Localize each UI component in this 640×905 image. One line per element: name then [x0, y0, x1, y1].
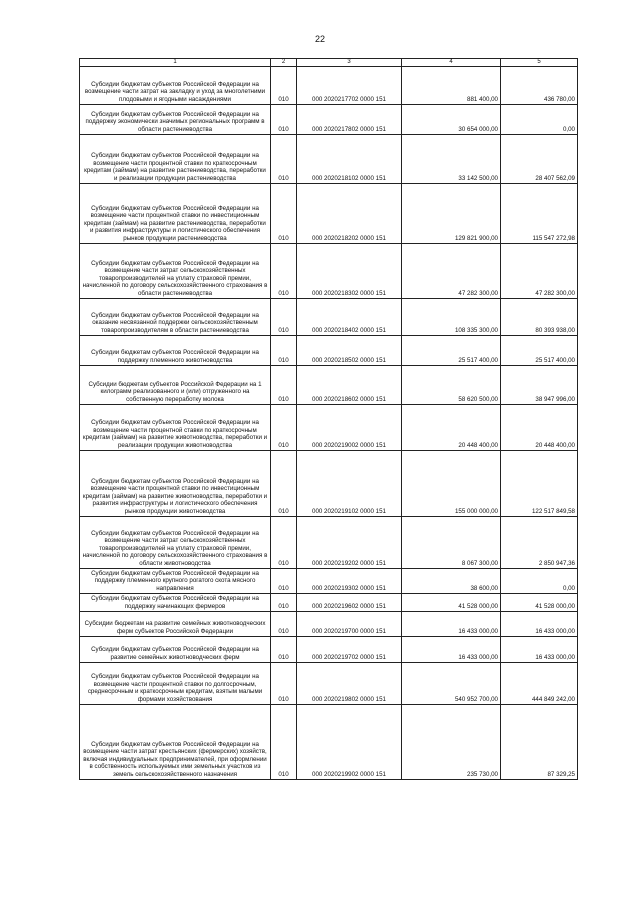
- row-budget-code: 000 2020217702 0000 151: [297, 67, 402, 105]
- row-description: Субсидии бюджетам субъектов Российской Федерации на поддержку племенного крупного рогатого скота мясного направления: [80, 569, 271, 594]
- row-planned-amount: 41 528 000,00: [402, 594, 501, 612]
- row-admin-code: 010: [271, 366, 297, 405]
- row-admin-code: 010: [271, 299, 297, 336]
- row-actual-amount: 115 547 272,98: [501, 184, 578, 244]
- row-admin-code: 010: [271, 67, 297, 105]
- row-description: Субсидии бюджетам субъектов Российской Федерации на возмещение части процентной ставки по инвестиционным кредитам (займам) на развитие животноводства, переработки и развития инфраструктуры и логистического обеспечения рынков продукции животноводства: [80, 451, 271, 517]
- row-planned-amount: 235 730,00: [402, 705, 501, 780]
- table-row: [80, 244, 578, 299]
- row-actual-amount: 444 849 242,00: [501, 663, 578, 705]
- row-actual-amount: 122 517 849,58: [501, 451, 578, 517]
- row-budget-code: 000 2020218602 0000 151: [297, 366, 402, 405]
- row-planned-amount: 8 067 300,00: [402, 517, 501, 569]
- row-planned-amount: 155 000 000,00: [402, 451, 501, 517]
- row-actual-amount: 28 407 562,09: [501, 135, 578, 184]
- row-description: Субсидии бюджетам субъектов Российской Федерации на поддержку начинающих фермеров: [80, 594, 271, 612]
- table-header-row: [80, 59, 578, 67]
- table-row: [80, 405, 578, 451]
- column-header-4: 4: [402, 59, 501, 67]
- row-actual-amount: 47 282 300,00: [501, 244, 578, 299]
- row-actual-amount: 436 780,00: [501, 67, 578, 105]
- row-actual-amount: 87 329,25: [501, 705, 578, 780]
- row-description: Субсидии бюджетам субъектов Российской Федерации на 1 килограмм реализованного и (или) отгруженного на собственную переработку молока: [80, 366, 271, 405]
- row-planned-amount: 540 952 700,00: [402, 663, 501, 705]
- table-row: [80, 299, 578, 336]
- row-budget-code: 000 2020219702 0000 151: [297, 637, 402, 663]
- row-description: Субсидии бюджетам субъектов Российской Федерации на возмещение части процентной ставки по инвестиционным кредитам (займам) на развитие растениеводства, переработки и развития инфраструктуры и логистического обеспечения рынков продукции растениеводства: [80, 184, 271, 244]
- row-planned-amount: 108 335 300,00: [402, 299, 501, 336]
- row-budget-code: 000 2020218102 0000 151: [297, 135, 402, 184]
- row-actual-amount: 25 517 400,00: [501, 336, 578, 366]
- row-planned-amount: 20 448 400,00: [402, 405, 501, 451]
- row-actual-amount: 0,00: [501, 105, 578, 135]
- row-budget-code: 000 2020219002 0000 151: [297, 405, 402, 451]
- row-description: Субсидии бюджетам субъектов Российской Федерации на возмещение части процентной ставки по краткосрочным кредитам (займам) на развитие растениеводства, переработки и реализации продукции растениеводства: [80, 135, 271, 184]
- row-description: Субсидии бюджетам на развитие семейных животноводческих ферм субъектов Российской Федерации: [80, 612, 271, 637]
- row-description: Субсидии бюджетам субъектов Российской Федерации на поддержку экономически значимых региональных программ в области растениеводства: [80, 105, 271, 135]
- row-description: Субсидии бюджетам субъектов Российской Федерации на возмещение части затрат сельскохозяйственных товаропроизводителей на уплату страховой премии, начисленной по договору сельскохозяйственного страхования в области животноводства: [80, 517, 271, 569]
- row-admin-code: 010: [271, 594, 297, 612]
- row-admin-code: 010: [271, 637, 297, 663]
- row-admin-code: 010: [271, 105, 297, 135]
- page-number: 22: [314, 34, 325, 44]
- row-budget-code: 000 2020218402 0000 151: [297, 299, 402, 336]
- row-planned-amount: 129 821 900,00: [402, 184, 501, 244]
- row-planned-amount: 16 433 000,00: [402, 637, 501, 663]
- row-admin-code: 010: [271, 336, 297, 366]
- row-budget-code: 000 2020217802 0000 151: [297, 105, 402, 135]
- row-description: Субсидии бюджетам субъектов Российской Федерации на возмещение части затрат сельскохозяйственных товаропроизводителей на уплату страховой премии, начисленной по договору сельскохозяйственного страхования в области растениеводства: [80, 244, 271, 299]
- row-description: Субсидии бюджетам субъектов Российской Федерации на возмещение части затрат на закладку и уход за многолетними плодовыми и ягодными насаждениями: [80, 67, 271, 105]
- row-budget-code: 000 2020219602 0000 151: [297, 594, 402, 612]
- row-admin-code: 010: [271, 612, 297, 637]
- budget-table: [79, 58, 578, 780]
- column-header-3: 3: [297, 59, 402, 67]
- row-budget-code: 000 2020219202 0000 151: [297, 517, 402, 569]
- row-actual-amount: 41 528 000,00: [501, 594, 578, 612]
- row-budget-code: 000 2020218202 0000 151: [297, 184, 402, 244]
- row-admin-code: 010: [271, 663, 297, 705]
- column-header-2: 2: [271, 59, 297, 67]
- row-actual-amount: 2 850 947,36: [501, 517, 578, 569]
- row-description: Субсидии бюджетам субъектов Российской Федерации на поддержку племенного животноводства: [80, 336, 271, 366]
- row-admin-code: 010: [271, 135, 297, 184]
- table-row: [80, 637, 578, 663]
- row-planned-amount: 58 620 500,00: [402, 366, 501, 405]
- row-admin-code: 010: [271, 451, 297, 517]
- row-planned-amount: 881 400,00: [402, 67, 501, 105]
- row-admin-code: 010: [271, 517, 297, 569]
- table-row: [80, 569, 578, 594]
- table-row: [80, 135, 578, 184]
- table-row: [80, 366, 578, 405]
- row-description: Субсидии бюджетам субъектов Российской Федерации на возмещение части процентной ставки по долгосрочным, среднесрочным и краткосрочным кредитам, взятым малыми формами хозяйствования: [80, 663, 271, 705]
- row-budget-code: 000 2020219902 0000 151: [297, 705, 402, 780]
- row-actual-amount: 20 448 400,00: [501, 405, 578, 451]
- row-actual-amount: 38 947 996,00: [501, 366, 578, 405]
- table-row: [80, 663, 578, 705]
- table-row: [80, 451, 578, 517]
- table-row: [80, 184, 578, 244]
- table-row: [80, 612, 578, 637]
- row-admin-code: 010: [271, 405, 297, 451]
- row-budget-code: 000 2020219302 0000 151: [297, 569, 402, 594]
- row-description: Субсидии бюджетам субъектов Российской Федерации на возмещение части затрат крестьянских (фермерских) хозяйств, включая индивидуальных предпринимателей, при оформлении в собственность используемых ими земельных участков из земель сельскохозяйственного назначения: [80, 705, 271, 780]
- row-admin-code: 010: [271, 184, 297, 244]
- row-budget-code: 000 2020219802 0000 151: [297, 663, 402, 705]
- table-row: [80, 105, 578, 135]
- row-actual-amount: 16 433 000,00: [501, 612, 578, 637]
- table-row: [80, 705, 578, 780]
- row-description: Субсидии бюджетам субъектов Российской Федерации на развитие семейных животноводческих ферм: [80, 637, 271, 663]
- row-actual-amount: 0,00: [501, 569, 578, 594]
- row-budget-code: 000 2020218502 0000 151: [297, 336, 402, 366]
- row-budget-code: 000 2020218302 0000 151: [297, 244, 402, 299]
- row-description: Субсидии бюджетам субъектов Российской Федерации на оказание несвязанной поддержки сельскохозяйственным товаропроизводителям в области растениеводства: [80, 299, 271, 336]
- row-planned-amount: 16 433 000,00: [402, 612, 501, 637]
- row-planned-amount: 25 517 400,00: [402, 336, 501, 366]
- row-admin-code: 010: [271, 569, 297, 594]
- row-actual-amount: 16 433 000,00: [501, 637, 578, 663]
- row-description: Субсидии бюджетам субъектов Российской Федерации на возмещение части процентной ставки по краткосрочным кредитам (займам) на развитие животноводства, переработки и реализации продукции животноводства: [80, 405, 271, 451]
- row-admin-code: 010: [271, 244, 297, 299]
- table-row: [80, 517, 578, 569]
- table-row: [80, 594, 578, 612]
- table-row: [80, 336, 578, 366]
- row-budget-code: 000 2020219700 0000 151: [297, 612, 402, 637]
- table-row: [80, 67, 578, 105]
- row-actual-amount: 80 393 938,00: [501, 299, 578, 336]
- row-budget-code: 000 2020219102 0000 151: [297, 451, 402, 517]
- row-planned-amount: 47 282 300,00: [402, 244, 501, 299]
- column-header-5: 5: [501, 59, 578, 67]
- row-planned-amount: 38 600,00: [402, 569, 501, 594]
- row-planned-amount: 33 142 500,00: [402, 135, 501, 184]
- column-header-1: 1: [80, 59, 271, 67]
- row-admin-code: 010: [271, 705, 297, 780]
- row-planned-amount: 30 654 000,00: [402, 105, 501, 135]
